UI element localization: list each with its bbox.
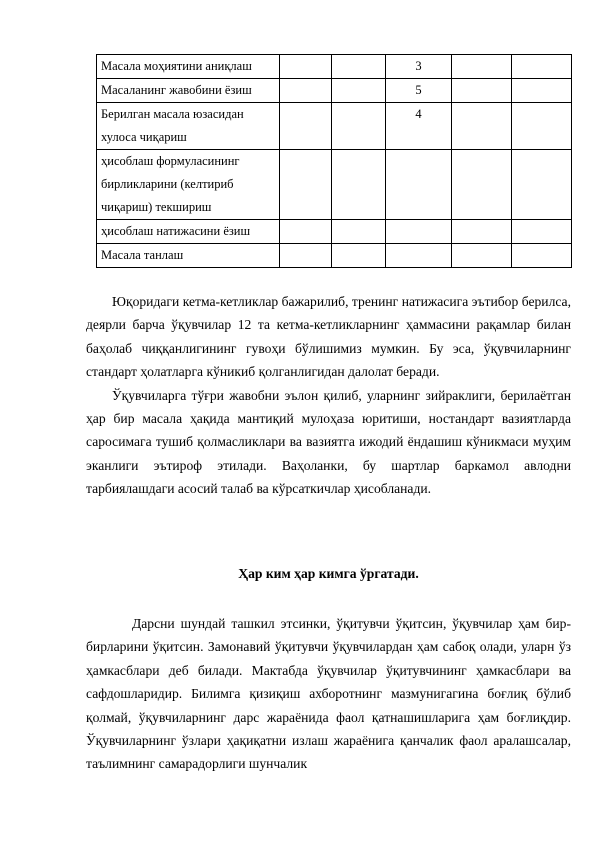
table-cell: 3	[386, 55, 452, 79]
table-cell	[452, 150, 512, 220]
table-cell	[332, 79, 386, 103]
evaluation-table	[96, 54, 572, 268]
paragraph: Юқоридаги кетма-кетликлар бажарилиб, тренинг натижасига эътибор берилса, деярли барча ўқувчилар 12 та кетма-кетликларнинг ҳаммасини рақамлар билан баҳолаб чиққанлигининг гувоҳи бўлишимиз мумкин. Бу эса, ўқувчиларнинг стандарт ҳолатларга кўникиб қолганлигидан далолат беради.	[86, 294, 571, 380]
table-cell: 5	[386, 79, 452, 103]
body-text-top	[86, 290, 571, 501]
table-cell	[452, 79, 512, 103]
table-cell	[280, 244, 332, 268]
section-heading: Ҳар ким ҳар кимга ўргатади.	[238, 566, 419, 581]
table-cell	[512, 150, 572, 220]
table-cell	[512, 220, 572, 244]
table-cell	[332, 220, 386, 244]
table-row	[97, 55, 572, 79]
table-cell	[332, 150, 386, 220]
table-cell	[452, 220, 512, 244]
table-cell	[386, 244, 452, 268]
table-cell-label: Масала танлаш	[97, 244, 280, 268]
table-cell-label: ҳисоблаш формуласининг бирликларини (келтириб чиқариш) текшириш	[97, 150, 280, 220]
table-cell	[452, 244, 512, 268]
table-cell	[280, 220, 332, 244]
table-cell-label: Масаланинг жавобини ёзиш	[97, 79, 280, 103]
table-row	[97, 150, 572, 220]
body-text-bottom	[86, 612, 571, 776]
table-cell: 4	[386, 103, 452, 150]
table-cell-label: ҳисоблаш натижасини ёзиш	[97, 220, 280, 244]
table-cell	[512, 55, 572, 79]
paragraph: Дарсни шундай ташкил этсинки, ўқитувчи ўқитсин, ўқувчилар ҳам бир-бирларини ўқитсин. Замонавий ўқитувчи ўқувчилардан ҳам сабоқ олади, уларн ўз ҳамкасблари деб билади. Мактабда ўқувчилар ўқитувчининг ҳамкасблари ва сафдошларидир. Билимга қизиқиш ахборотнинг мазмунигагина боғлиқ бўлиб қолмай, ўқувчиларнинг дарс жараёнида фаол қатнашишларига ҳам боғлиқдир. Ўқувчиларнинг ўзлари ҳақиқатни излаш жараёнига қанчалик фаол аралашсалар, таълимнинг самарадорлиги шунчалик	[86, 616, 571, 772]
paragraph: Ўқувчиларга тўғри жавобни эълон қилиб, уларнинг зийраклиги, берилаётган ҳар бир масала ҳақида мантиқий мулоҳаза юритиши, ностандарт вазиятларда саросимага тушиб қолмасликлари ва вазиятга ижодий ёндашиш кўникмаси муҳим эканлиги эътироф этилади. Ваҳоланки, бу шартлар баркамол авлодни тарбиялашдаги асосий талаб ва кўрсаткичлар ҳисобланади.	[86, 387, 571, 497]
table-cell	[280, 103, 332, 150]
table-cell	[386, 150, 452, 220]
table-cell-label: Берилган масала юзасидан хулоса чиқариш	[97, 103, 280, 150]
table-row	[97, 103, 572, 150]
table-cell	[280, 55, 332, 79]
table-cell	[332, 103, 386, 150]
table-cell	[452, 103, 512, 150]
table-row	[97, 244, 572, 268]
table-row	[97, 220, 572, 244]
table-cell	[512, 79, 572, 103]
table-row	[97, 79, 572, 103]
table-cell	[512, 103, 572, 150]
table-cell	[452, 55, 512, 79]
table-cell	[280, 79, 332, 103]
table-cell	[386, 220, 452, 244]
table-cell	[512, 244, 572, 268]
table-cell	[332, 244, 386, 268]
table-cell	[280, 150, 332, 220]
table-cell	[332, 55, 386, 79]
table-cell-label: Масала моҳиятини аниқлаш	[97, 55, 280, 79]
